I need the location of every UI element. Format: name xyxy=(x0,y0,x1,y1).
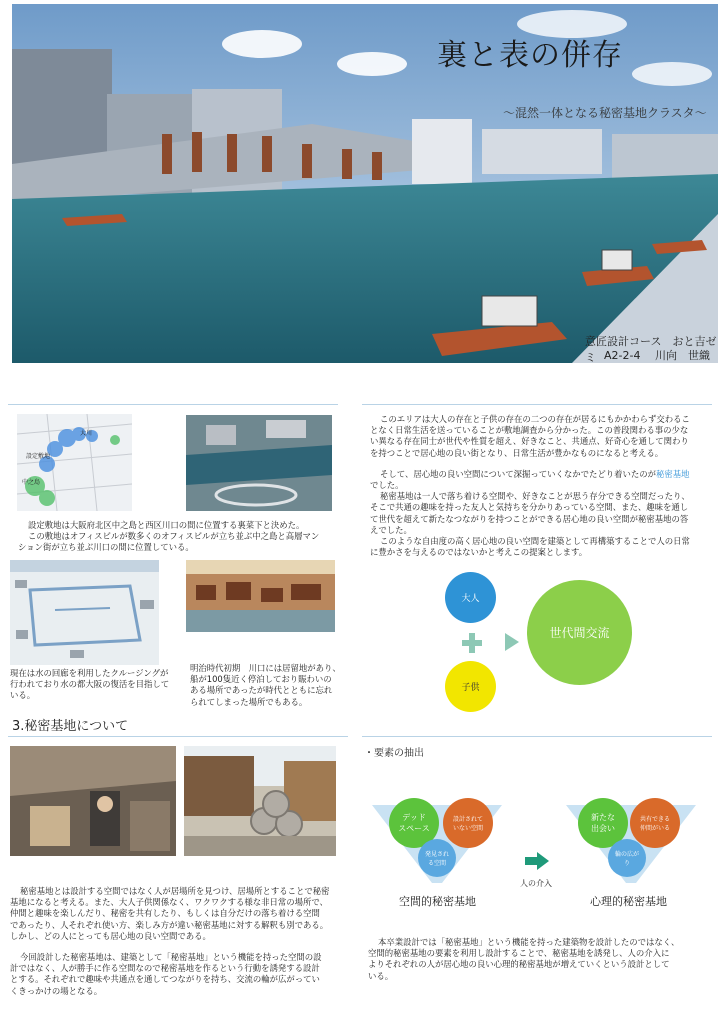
intergenerational-circle xyxy=(527,580,632,685)
section3-heading: 3.秘密基地について xyxy=(12,719,129,734)
divider xyxy=(362,404,712,405)
arrow-right-icon xyxy=(525,852,549,870)
intro-line: 秘密基地は一人で落ち着ける空間や、好きなことが思う存分できる空間だったり、 xyxy=(380,491,690,502)
arrow-right-icon xyxy=(505,633,519,651)
divider xyxy=(8,404,338,405)
circle-text: 新たな xyxy=(591,813,615,822)
human-intervention-label: 人の介入 xyxy=(520,879,552,888)
poster-subtitle: ～混然一体となる秘密基地クラスタ～ xyxy=(503,106,707,120)
section3-line: とする。それぞれで趣味や共通点を通してつながりを持ち、交流の輪が広がってい xyxy=(10,974,320,985)
meiji-caption-line: 船が100隻近く停泊しており賑わいの xyxy=(190,674,332,685)
map-label-site: 設定敷地 xyxy=(26,453,51,460)
section3-line: 計ではなく、人が勝手に作る空間なので秘密基地を作るという行動を誘発する設計 xyxy=(10,963,320,974)
closing-line: 空間的秘密基地の要素を利用し設計することで、秘密基地を誘発し、人の介入に xyxy=(368,948,670,959)
intro-line: て世代を超えて新たなつながりを持つことができる居心地の良い空間が秘密基地の答 xyxy=(370,513,689,524)
circle-text: 輪の広が xyxy=(614,851,639,858)
section3-line: であったり、人それぞれ使い方、楽しみ方が違い秘密基地に対する解釈も別である。 xyxy=(10,919,329,930)
circle-text: る空間 xyxy=(427,860,446,867)
adult-circle xyxy=(445,572,496,623)
map-label-nakanoshima: 中之島 xyxy=(22,479,41,486)
circle-text: デッド xyxy=(402,813,426,822)
section3-line: 基地になると考える。また、大人子供関係なく、ワクワクする様な非日常の場所で、 xyxy=(10,897,328,908)
map-label-river: 大川 xyxy=(80,430,93,437)
closing-line: いる。 xyxy=(368,970,394,981)
section3-line: くきっかけの場となる。 xyxy=(10,985,103,996)
cruise-route-map xyxy=(10,560,159,665)
intro-line: となく日常生活を送っていることが敷地調査から分かった。この普段関わる事の少な xyxy=(370,425,689,436)
site-caption-line: 設定敷地は大阪府北区中之島と西区川口の間に位置する裏菜下と決めた。 xyxy=(28,520,305,530)
cruise-caption-line: 行われており水の都大阪の復活を目指して xyxy=(10,679,170,690)
meiji-illustration xyxy=(186,560,335,632)
circle-text: 発見され xyxy=(424,851,449,858)
section3-text xyxy=(10,886,345,997)
secret-base-highlight: 秘密基地 xyxy=(656,468,690,479)
site-caption xyxy=(18,520,338,554)
intro-line: でした。 xyxy=(370,480,404,491)
site-caption-line: この敷地はオフィスビルが数多くのオフィスビルが立ち並ぶ中之島と高層マン xyxy=(28,531,320,542)
circle-text: いない空間 xyxy=(452,825,483,832)
closing-line: 本卒業設計では「秘密基地」という機能を持った建築物を設計したのではなく、 xyxy=(378,937,680,947)
secret-base-photo-2 xyxy=(184,746,336,856)
intro-line: このエリアは大人の存在と子供の存在の二つの存在が居るにもかかわらず交わるこ xyxy=(380,414,690,424)
section3-line: 仲間と趣味を楽しんだり、秘密を共有したり、もしくは自分だけの落ち着ける空間 xyxy=(10,908,320,919)
meiji-caption-line: 明治時代初期 川口には居留地があり、 xyxy=(190,663,341,673)
aerial-photo xyxy=(186,415,332,511)
section3-line: 秘密基地とは設計する空間ではなく人が居場所を見つけ、居場所とすることで秘密 xyxy=(20,886,330,896)
elements-heading: ・要素の抽出 xyxy=(364,748,424,759)
discovered-space-circle xyxy=(418,839,456,877)
circle-text: 共有できる xyxy=(639,816,670,823)
cruise-caption-line: 現在は水の回廊を利用したクルージングが xyxy=(10,668,169,678)
cruise-caption-line: いる。 xyxy=(10,690,36,701)
site-caption-line: ション街が立ち並ぶ川口の間に位置している。 xyxy=(18,542,194,553)
circle-text: スペース xyxy=(398,824,430,833)
meiji-caption-line: ある場所であったが時代とともに忘れ xyxy=(190,685,333,696)
circle-text: り xyxy=(623,860,630,867)
section3-line: 今回設計した秘密基地は、建築として「秘密基地」という機能を持った空間の設 xyxy=(20,952,322,963)
intro-line: に豊かさを与えるのではないかと考えこの提案とします。 xyxy=(370,547,588,558)
intro-line: い異なる存在同士が世代や性質を超え、好きなこと、共通点、好奇心を通して関わり xyxy=(370,436,689,447)
divider xyxy=(8,736,348,737)
child-label: 子供 xyxy=(461,683,480,693)
spatial-base-label: 空間的秘密基地 xyxy=(399,895,476,908)
shared-friends-circle xyxy=(630,798,680,848)
secret-base-photo-1 xyxy=(10,746,176,856)
circle-text: 仲間がいる xyxy=(639,825,670,832)
plus-icon xyxy=(462,633,482,653)
cruise-caption xyxy=(10,668,170,702)
section3-line: しかし、どの人にとっても居心地の良い空間である。 xyxy=(10,930,211,941)
intro-text xyxy=(370,414,715,558)
intro-line: を持つことで居心地の良い街となり、日常生活が豊かなものになると考える。 xyxy=(370,447,664,458)
circle-text: 設計されて xyxy=(452,816,483,823)
intro-line xyxy=(370,469,715,480)
undesigned-space-circle xyxy=(443,798,493,848)
intro-line: このような自由度の高く居心地の良い空間を建築として再構築することで人の日常 xyxy=(380,536,690,547)
divider xyxy=(362,736,712,737)
closing-line: よりそれぞれの人が居心地の良い心理的秘密基地が増えていくという設計として xyxy=(368,959,670,970)
closing-text xyxy=(368,937,713,982)
poster-title: 裏と表の併存 xyxy=(437,38,623,73)
circle-text: 出会い xyxy=(591,824,615,833)
author-credit: A2-2-4 川向 世織 xyxy=(604,349,710,362)
expanding-circle xyxy=(608,839,646,877)
intro-line: そこで共通の趣味を持った友人と気持ちを分かりあっている空間、また、趣味を通し xyxy=(370,502,689,513)
meiji-caption-line: られてしまった場所でもある。 xyxy=(190,696,308,707)
course-credit: 意匠設計コース おと吉ゼミ xyxy=(585,335,717,364)
meiji-caption xyxy=(190,663,350,708)
psychological-base-label: 心理的秘密基地 xyxy=(590,895,667,908)
adult-label: 大人 xyxy=(461,594,480,604)
child-circle xyxy=(445,661,496,712)
intro-line: えでした。 xyxy=(370,524,412,535)
intergenerational-label: 世代間交流 xyxy=(549,626,610,640)
site-map xyxy=(17,414,132,511)
intro-text-span: そして、居心地の良い空間について深掘っていくなかでたどり着いたのが xyxy=(380,468,657,479)
